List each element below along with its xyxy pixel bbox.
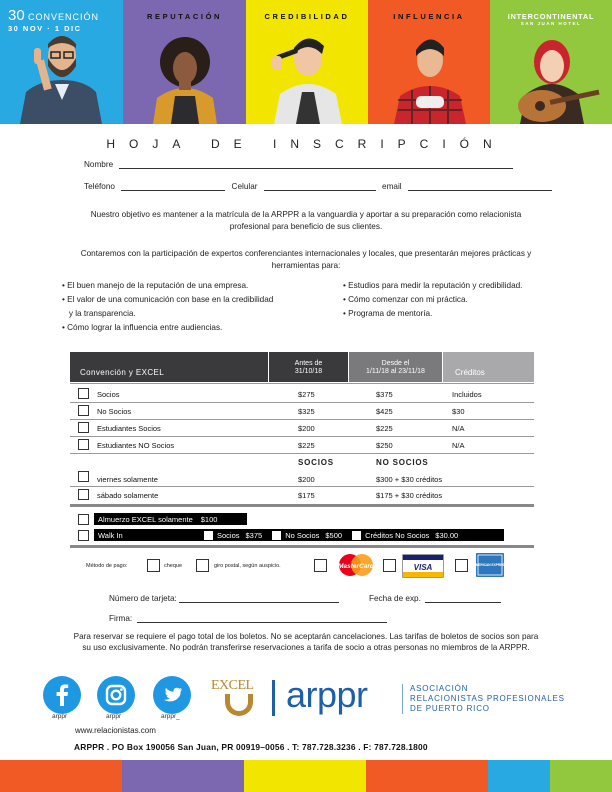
header-desde xyxy=(348,352,442,382)
association-line: ASOCIACIÓN xyxy=(410,684,469,693)
facebook-icon[interactable] xyxy=(43,676,81,714)
panel-title-credibilidad: CREDIBILIDAD xyxy=(264,12,350,21)
walkin-creditos-price: $30.00 xyxy=(435,530,459,540)
walkin-no-socios-label: No Socios xyxy=(285,530,320,540)
visa-text: VISA xyxy=(413,563,433,572)
walkin-creditos-label: Créditos No Socios xyxy=(365,530,430,540)
checkbox-cheque[interactable] xyxy=(147,559,160,572)
row-credits: $30 xyxy=(452,407,465,416)
bullet-item: • Cómo comenzar con mi práctica. xyxy=(343,295,468,304)
walkin-label: Walk In xyxy=(98,530,123,540)
row-credits: Incluidos xyxy=(452,390,482,399)
exp-field[interactable] xyxy=(425,594,501,603)
row-label: Estudiantes NO Socios xyxy=(97,441,175,450)
header-antes-line2: 31/10/18 xyxy=(294,368,323,375)
color-segment xyxy=(550,760,612,792)
amex-icon xyxy=(473,553,507,577)
panel-subtitle-hotel: SAN JUAN HOTEL xyxy=(520,21,582,26)
row-label: Estudiantes Socios xyxy=(97,424,161,433)
bullet-list-right xyxy=(343,279,522,321)
twitter-icon[interactable] xyxy=(153,676,191,714)
amex-text: AMERICAN EXPRESS xyxy=(473,563,507,567)
instagram-icon[interactable] xyxy=(97,676,135,714)
payment-label: Método de pago: xyxy=(86,563,128,569)
card-number-label: Número de tarjeta: xyxy=(109,594,177,603)
color-segment xyxy=(244,760,366,792)
header-creditos: Créditos xyxy=(442,352,534,382)
walkin-socios-label: Socios xyxy=(217,530,240,540)
association-line: DE PUERTO RICO xyxy=(410,704,490,713)
phone-label: Teléfono xyxy=(84,182,115,191)
convention-label: CONVENCIÓN xyxy=(28,12,100,22)
walkin-bar xyxy=(94,529,504,541)
header-antes-line1: Antes de xyxy=(294,360,323,367)
woman-afro-illustration xyxy=(123,0,246,124)
cell-field[interactable] xyxy=(264,182,376,191)
checkbox-viernes[interactable] xyxy=(78,471,89,482)
bullet-list-left xyxy=(62,279,273,335)
row-after: $425 xyxy=(376,407,393,416)
intro-paragraph-1: Nuestro objetivo es mantener a la matrícula de la ARPPR a la vanguardia y aportar a su preparación como relacionista profesional para beneficio de sus clientes. xyxy=(90,210,522,231)
twitter-handle: arppr_ xyxy=(161,713,180,720)
payment-cheque: cheque xyxy=(164,563,183,569)
panel-intercontinental xyxy=(490,0,612,124)
row-before: $325 xyxy=(298,407,315,416)
bullet-item: • El valor de una comunicación con base en la credibilidad xyxy=(62,295,274,304)
header-desde-line1: Desde el xyxy=(381,360,410,367)
panel-title-intercontinental: INTERCONTINENTAL xyxy=(507,12,595,21)
row-before: $200 xyxy=(298,424,315,433)
convention-number: 30 xyxy=(8,7,25,24)
panel-credibilidad xyxy=(246,0,368,124)
row-no-socios: $175 + $30 créditos xyxy=(376,491,443,500)
excel-logo-arc xyxy=(225,694,253,716)
header-antes xyxy=(268,352,348,382)
card-number-row xyxy=(109,594,339,603)
lunch-price: $100 xyxy=(200,514,218,524)
association-name xyxy=(410,684,565,714)
facebook-handle: arppr xyxy=(52,713,68,720)
signature-row xyxy=(109,614,387,623)
panel-title-reputacion: REPUTACIÓN xyxy=(146,12,223,21)
checkbox-socios[interactable] xyxy=(78,388,89,399)
exp-label: Fecha de exp. xyxy=(369,594,421,603)
checkbox-walkin-no-socios[interactable] xyxy=(272,531,281,540)
table-row xyxy=(70,403,534,419)
checkbox-visa[interactable] xyxy=(383,559,396,572)
checkbox-no-socios[interactable] xyxy=(78,405,89,416)
row-label: Socios xyxy=(97,390,120,399)
lunch-label: Almuerzo EXCEL solamente xyxy=(98,514,193,524)
table-row xyxy=(70,386,534,402)
mastercard-icon xyxy=(335,552,377,578)
gamer-illustration xyxy=(368,0,490,124)
row-after: $225 xyxy=(376,424,393,433)
panel-title-influencia: INFLUENCIA xyxy=(393,12,465,21)
checkbox-walkin-socios[interactable] xyxy=(204,531,213,540)
card-number-field[interactable] xyxy=(179,594,339,603)
bearded-man-illustration xyxy=(0,0,123,124)
name-label: Nombre xyxy=(84,160,114,169)
row-socios: $175 xyxy=(298,491,315,500)
exp-row xyxy=(369,594,501,603)
row-socios: $200 xyxy=(298,475,315,484)
lunch-bar xyxy=(94,513,247,525)
signature-field[interactable] xyxy=(137,614,387,623)
phone-field[interactable] xyxy=(121,182,225,191)
cell-label: Celular xyxy=(231,182,258,191)
signature-label: Firma: xyxy=(109,614,133,623)
row-label: No Socios xyxy=(97,407,132,416)
header-desde-line2: 1/11/18 al 23/11/18 xyxy=(366,368,425,375)
row-label: viernes solamente xyxy=(97,475,158,484)
panel-convention xyxy=(0,0,123,124)
checkbox-giro[interactable] xyxy=(196,559,209,572)
logo-divider xyxy=(402,684,403,714)
checkbox-almuerzo[interactable] xyxy=(78,514,89,525)
table-row xyxy=(70,437,534,453)
color-segment xyxy=(0,760,122,792)
walkin-socios-price: $375 xyxy=(245,530,263,540)
color-segment xyxy=(122,760,244,792)
bullet-item: y la transparencia. xyxy=(62,309,136,318)
checkbox-estudiantes-no-socios[interactable] xyxy=(78,439,89,450)
arppr-logo: arppr xyxy=(286,674,368,715)
instagram-handle: arppr xyxy=(106,713,122,720)
excel-logo: EXCEL xyxy=(211,678,254,693)
pricing-table-header xyxy=(70,352,534,382)
intro-paragraph-2: Contaremos con la participación de expertos conferenciantes internacionales y locales, que presentarán mejores prácticas y herramientas para: xyxy=(80,249,532,270)
guitarist-illustration xyxy=(490,0,612,124)
association-line: RELACIONISTAS PROFESIONALES xyxy=(410,694,565,703)
checkbox-mastercard[interactable] xyxy=(314,559,327,572)
row-after: $250 xyxy=(376,441,393,450)
checkbox-sabado[interactable] xyxy=(78,489,89,500)
visa-icon xyxy=(402,554,444,578)
payment-giro: giro postal, según auspicio. xyxy=(214,563,281,569)
email-label: email xyxy=(382,182,402,191)
row-before: $275 xyxy=(298,390,315,399)
bullet-item: • Cómo lograr la influencia entre audiencias. xyxy=(62,323,223,332)
bullet-item: • Estudios para medir la reputación y credibilidad. xyxy=(343,281,523,290)
subheader-socios: SOCIOS xyxy=(298,458,334,467)
convention-dates: 30 NOV · 1 DIC xyxy=(8,24,82,33)
divider xyxy=(70,504,534,507)
bottom-color-bar xyxy=(0,760,612,792)
mastercard-text: MasterCard xyxy=(338,563,374,570)
row-credits: N/A xyxy=(452,424,465,433)
final-note: Para reservar se requiere el pago total de los boletos. No se aceptarán cancelaciones. Las tarifas de boletos de socios son para su uso exclusivamente. No podrán transferirse reservaciones a tarifa de socio a otras personas no miembros de la ARPPR. xyxy=(73,632,539,653)
row-no-socios: $300 + $30 créditos xyxy=(376,475,443,484)
checkbox-walkin[interactable] xyxy=(78,530,89,541)
divider xyxy=(70,383,534,384)
panel-influencia xyxy=(368,0,490,124)
singer-illustration xyxy=(246,0,368,124)
page-title: HOJA DE INSCRIPCIÓN xyxy=(106,137,506,151)
color-segment xyxy=(366,760,488,792)
email-field[interactable] xyxy=(408,182,552,191)
bullet-item: • Programa de mentoría. xyxy=(343,309,433,318)
divider xyxy=(70,453,534,454)
panel-reputacion xyxy=(123,0,246,124)
phone-row xyxy=(84,182,552,191)
contact-line: ARPPR . PO Box 190056 San Juan, PR 00919–0056 . T: 787.728.3236 . F: 787.728.1800 xyxy=(74,742,428,752)
checkbox-estudiantes-socios[interactable] xyxy=(78,422,89,433)
table-row xyxy=(70,469,534,485)
row-credits: N/A xyxy=(452,441,465,450)
checkbox-amex[interactable] xyxy=(455,559,468,572)
table-row xyxy=(70,420,534,436)
bullet-item: • El buen manejo de la reputación de una empresa. xyxy=(62,281,249,290)
divider xyxy=(70,545,534,548)
table-row xyxy=(70,487,534,503)
logo-divider xyxy=(272,680,275,716)
row-label: sábado solamente xyxy=(97,491,159,500)
walkin-no-socios-price: $500 xyxy=(325,530,343,540)
name-row xyxy=(84,160,513,169)
row-after: $375 xyxy=(376,390,393,399)
website[interactable]: www.relacionistas.com xyxy=(75,726,156,735)
row-before: $225 xyxy=(298,441,315,450)
header-convencion: Convención y EXCEL xyxy=(70,352,268,382)
checkbox-walkin-creditos[interactable] xyxy=(352,531,361,540)
header-banner xyxy=(0,0,612,124)
subheader-no-socios: NO SOCIOS xyxy=(376,458,429,467)
color-segment xyxy=(488,760,550,792)
name-field[interactable] xyxy=(119,160,513,169)
